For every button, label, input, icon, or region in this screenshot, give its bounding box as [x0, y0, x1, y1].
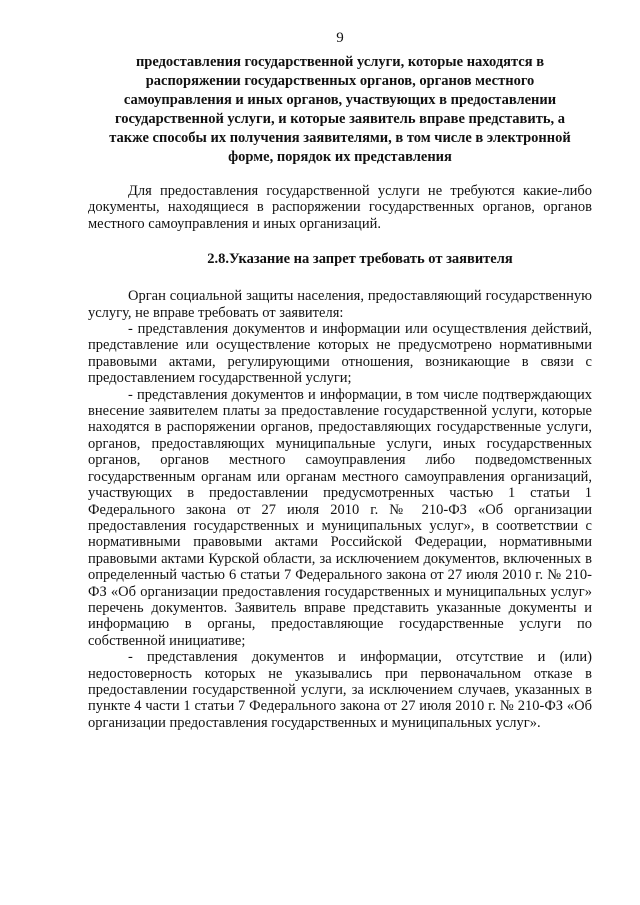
- heading-line: самоуправления и иных органов, участвующих в предоставлении: [123, 92, 557, 108]
- lead-paragraph: Орган социальной защиты населения, предоставляющий государственную услугу, не вправе требовать от заявителя:: [88, 288, 592, 321]
- heading-line: государственной услуги, и которые заявитель вправе представить, а: [114, 111, 566, 127]
- section-title: 2.8.Указание на запрет требовать от заявителя: [207, 251, 513, 268]
- list-item: - представления документов и информации или осуществления действий, представление или осуществление которых не предусмотрено нормативными правовыми актами, регулирующими отношения, возникающие в связи с предоставлением государственной услуги;: [88, 321, 592, 387]
- heading-line: предоставления государственной услуги, которые находятся в: [135, 54, 545, 70]
- intro-paragraph: Для предоставления государственной услуги не требуются какие-либо документы, находящиеся в распоряжении государственных органов, органов местного самоуправления и иных организаций.: [88, 183, 592, 232]
- page-number: 9: [336, 30, 344, 46]
- section-heading: [88, 53, 592, 167]
- heading-line: форме, порядок их представления: [228, 149, 452, 165]
- list-item: - представления документов и информации, отсутствие и (или) недостоверность которых не указывались при первоначальном отказе в предоставлении государственной услуги, за исключением случаев, указанных в пункте 4 части 1 статьи 7 Федерального закона от 27 июля 2010 г. № 210-ФЗ «Об организации предоставления государственных и муниципальных услуг».: [88, 649, 592, 731]
- heading-line: распоряжении государственных органов, органов местного: [145, 73, 535, 89]
- heading-line: также способы их получения заявителями, в том числе в электронной: [109, 130, 571, 146]
- list-item: - представления документов и информации, в том числе подтверждающих внесение заявителем платы за предоставление государственной услуги, которые находятся в распоряжении органов, предоставляющих государственные услуги, органов, предоставляющих муниципальные услуги, иных государственных органов, органов местного самоуправления либо подведомственных государственным органам или органам местного самоуправления организаций, участвующих в предоставлении предусмотренных частью 1 статьи 1 Федерального закона от 27 июля 2010 г. № 210-ФЗ «Об организации предоставления государственных и муниципальных услуг», в соответствии с нормативными правовыми актами Российской Федерации, нормативными правовыми актами Курской области, за исключением документов, включенных в определенный частью 6 статьи 7 Федерального закона от 27 июля 2010 г. № 210-ФЗ «Об организации предоставления государственных и муниципальных услуг» перечень документов. Заявитель вправе представить указанные документы и информацию в органы, предоставляющие государственные услуги по собственной инициативе;: [88, 386, 592, 649]
